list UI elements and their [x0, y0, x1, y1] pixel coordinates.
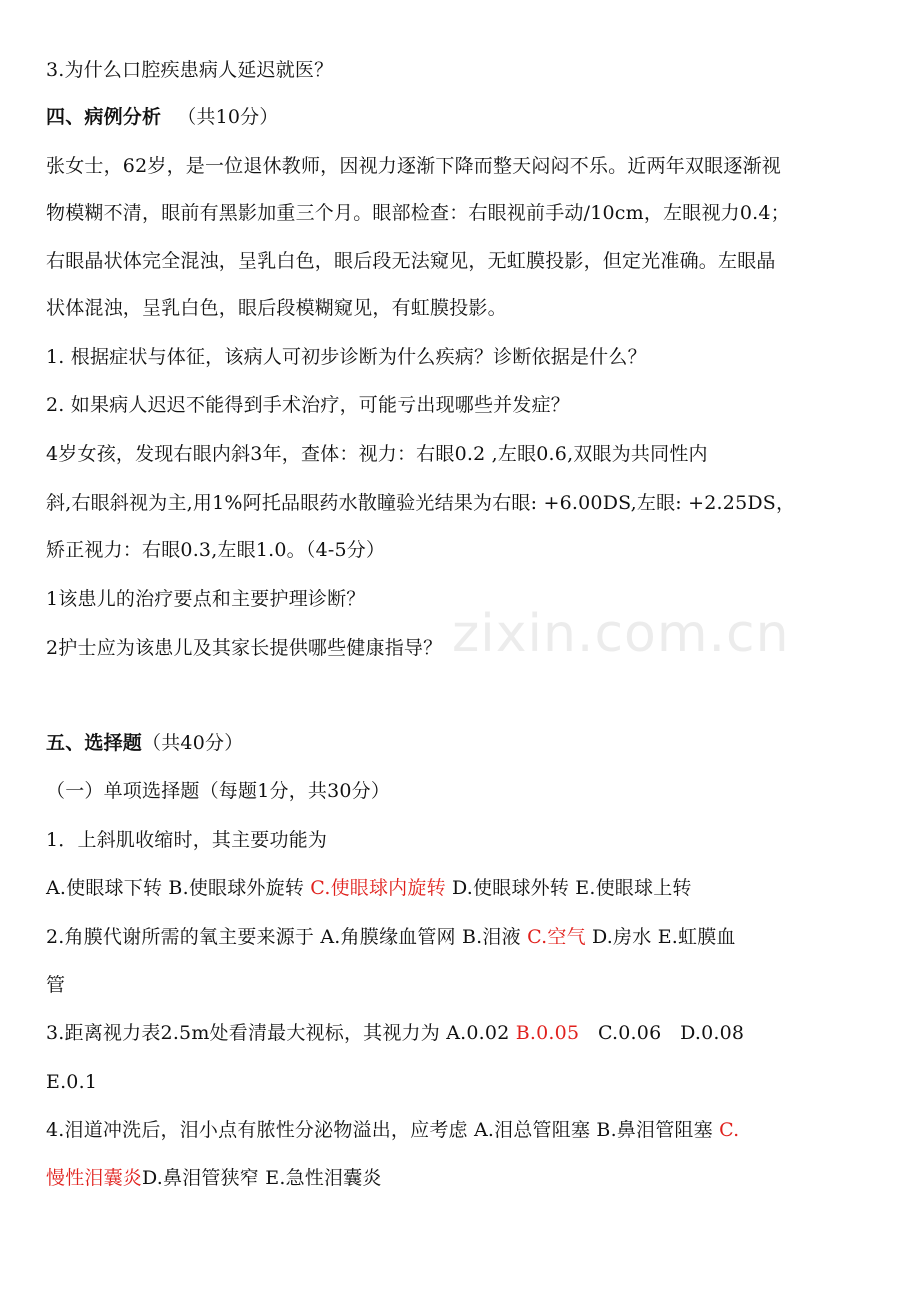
- mc4-line-1: [46, 1118, 739, 1142]
- mc1-option-c-answer: C.使眼球内旋转: [310, 877, 446, 899]
- mc2-option-a: A.角膜缘血管网: [320, 926, 456, 948]
- mc3-option-c: C.0.06: [597, 1022, 662, 1044]
- watermark: zixin.com.cn: [452, 604, 790, 664]
- mc3-option-a: A.0.02: [446, 1022, 510, 1044]
- question-3-oral: 3.为什么口腔疾患病人延迟就医？: [46, 59, 334, 81]
- subsection-single-choice: （一）单项选择题（每题1分，共30分）: [46, 780, 391, 802]
- mc4-option-b: B.鼻泪管阻塞: [596, 1119, 713, 1141]
- mc2-option-b: B.泪液: [462, 926, 521, 948]
- mc3-stem: 3.距离视力表2.5m处看清最大视标，其视力为: [46, 1022, 440, 1044]
- case2-question-1: 1该患儿的治疗要点和主要护理诊断？: [46, 588, 366, 610]
- case1-line-1: 张女士，62岁，是一位退休教师，因视力逐渐下降而整天闷闷不乐。近两年双眼逐渐视: [46, 155, 781, 177]
- mc1-option-e: E.使眼球上转: [575, 877, 692, 899]
- section-4-heading: [46, 105, 279, 129]
- section-5-heading: [46, 731, 243, 755]
- case1-question-1: 1. 根据症状与体征，该病人可初步诊断为什么疾病？诊断依据是什么？: [46, 346, 647, 368]
- mc2-option-e-continued: 管: [46, 974, 66, 996]
- case1-line-3: 右眼晶状体完全混浊，呈乳白色，眼后段无法窥见，无虹膜投影，但定光准确。左眼晶: [46, 250, 776, 272]
- mc3-line-1: [46, 1021, 744, 1045]
- mc1-options: [46, 876, 692, 900]
- mc4-line-2: [46, 1166, 382, 1190]
- mc4-option-e: E.急性泪囊炎: [265, 1167, 382, 1189]
- mc4-option-a: A.泪总管阻塞: [473, 1119, 591, 1141]
- mc1-stem: 1．上斜肌收缩时，其主要功能为: [46, 829, 328, 851]
- mc3-option-d: D.0.08: [680, 1022, 745, 1044]
- mc1-option-b: B.使眼球外旋转: [168, 877, 305, 899]
- case1-line-4: 状体混浊，呈乳白色，眼后段模糊窥见，有虹膜投影。: [46, 297, 507, 319]
- mc3-option-b-answer: B.0.05: [515, 1022, 580, 1044]
- section-5-title: 五、选择题: [46, 732, 143, 754]
- mc2-line-1: [46, 925, 736, 949]
- mc2-stem: 2.角膜代谢所需的氧主要来源于: [46, 926, 315, 948]
- case1-question-2: 2. 如果病人迟迟不能得到手术治疗，可能亏出现哪些并发症？: [46, 394, 570, 416]
- mc4-option-c-answer: 慢性泪囊炎: [46, 1167, 143, 1189]
- mc1-option-d: D.使眼球外转: [452, 877, 570, 899]
- case2-line-2: 斜,右眼斜视为主,用1%阿托品眼药水散瞳验光结果为右眼: +6.00DS,左眼: +2.25DS，: [46, 492, 796, 514]
- mc2-option-c-answer: C.空气: [527, 926, 586, 948]
- section-4-title: 四、病例分析: [46, 106, 162, 128]
- case1-line-2: 物模糊不清，眼前有黑影加重三个月。眼部检查：右眼视前手动/10cm，左眼视力0.4；: [46, 202, 790, 224]
- section-4-score: （共10分）: [177, 106, 279, 128]
- mc4-option-d: D.鼻泪管狭窄: [142, 1167, 260, 1189]
- mc4-stem: 4.泪道冲洗后，泪小点有脓性分泌物溢出，应考虑: [46, 1119, 468, 1141]
- mc4-option-c-label: C.: [719, 1119, 740, 1141]
- mc2-option-e: E.虹膜血: [657, 926, 736, 948]
- section-5-score: （共40分）: [142, 732, 244, 754]
- mc2-option-d: D.房水: [592, 926, 652, 948]
- case2-question-2: 2护士应为该患儿及其家长提供哪些健康指导？: [46, 637, 443, 659]
- mc1-option-a: A.使眼球下转: [46, 877, 163, 899]
- mc3-option-e: E.0.1: [46, 1071, 98, 1093]
- case2-line-1: 4岁女孩，发现右眼内斜3年，查体：视力：右眼0.2 ,左眼0.6,双眼为共同性内: [46, 443, 708, 465]
- case2-line-3: 矫正视力：右眼0.3,左眼1.0。（4-5分）: [46, 539, 386, 561]
